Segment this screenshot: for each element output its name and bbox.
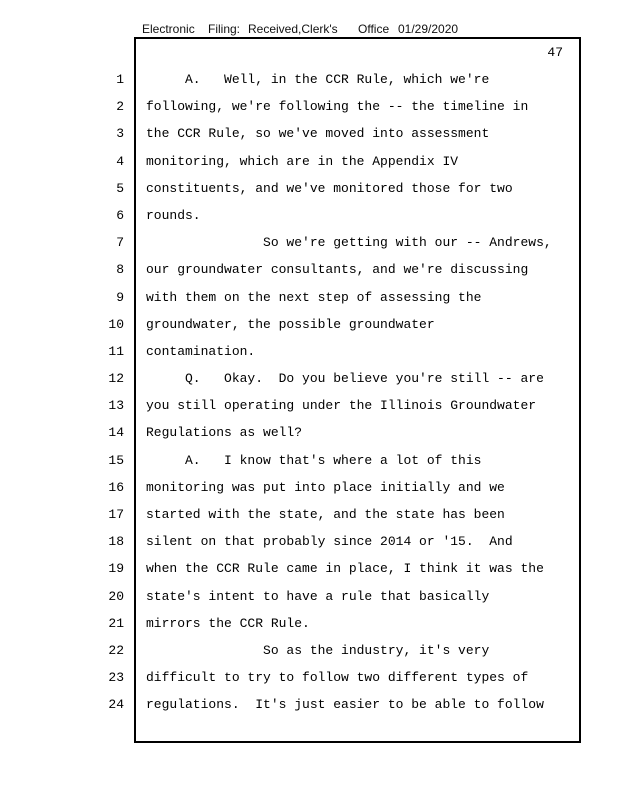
transcript-line: started with the state, and the state has been xyxy=(146,507,505,522)
transcript-line: with them on the next step of assessing the xyxy=(146,289,482,305)
line-number: 13 xyxy=(108,398,124,414)
line-number: 20 xyxy=(108,588,124,604)
line-number: 22 xyxy=(108,642,124,658)
line-number: 15 xyxy=(108,452,124,468)
line-number: 14 xyxy=(108,425,124,441)
transcript-line: So we're getting with our -- Andrews, xyxy=(146,235,552,251)
header-filing: Filing: xyxy=(208,22,241,36)
transcript-line: constituents, and we've monitored those for two xyxy=(146,180,513,196)
transcript-line: regulations. It's just easier to be able to follow xyxy=(146,697,544,713)
line-number: 8 xyxy=(116,262,124,278)
line-number: 4 xyxy=(116,153,124,169)
header-electronic: Electronic xyxy=(142,22,195,36)
transcript-line: state's intent to have a rule that basically xyxy=(146,588,490,604)
transcript-line: difficult to try to follow two different types of xyxy=(146,670,529,686)
transcript-line: following, we're following the -- the timeline in xyxy=(146,99,529,115)
transcript-line: A. I know that's where a lot of this xyxy=(146,452,482,468)
line-number: 18 xyxy=(108,534,124,550)
line-number: 2 xyxy=(116,99,124,115)
transcript-line: monitoring, which are in the Appendix IV xyxy=(146,153,459,169)
transcript-line: So as the industry, it's very xyxy=(146,642,490,658)
line-number: 16 xyxy=(108,479,124,495)
transcript-text xyxy=(146,70,576,723)
line-number: 6 xyxy=(116,207,124,223)
transcript-line: Regulations as well? xyxy=(146,425,303,441)
line-number: 24 xyxy=(108,697,124,713)
line-number: 23 xyxy=(108,670,124,686)
header-office: Office xyxy=(358,22,390,36)
page-number: 47 xyxy=(547,45,563,60)
transcript-line: contamination. xyxy=(146,343,256,359)
transcript-line: silent on that probably since 2014 or '15. And xyxy=(146,534,513,550)
transcript-line: mirrors the CCR Rule. xyxy=(146,615,310,631)
filing-stamp-header xyxy=(142,22,458,36)
transcript-line: Q. Okay. Do you believe you're still -- are xyxy=(146,371,544,387)
line-number: 10 xyxy=(108,316,124,332)
transcript-line: the CCR Rule, so we've moved into assessment xyxy=(146,126,490,142)
header-date: 01/29/2020 xyxy=(398,22,459,36)
line-number: 17 xyxy=(108,507,124,522)
transcript-line: A. Well, in the CCR Rule, which we're xyxy=(146,72,490,87)
transcript-line: rounds. xyxy=(146,207,201,223)
line-number: 21 xyxy=(108,615,124,631)
line-number-column xyxy=(104,70,124,723)
transcript-line: monitoring was put into place initially and we xyxy=(146,479,505,495)
line-number: 5 xyxy=(116,180,124,196)
line-number: 19 xyxy=(108,561,124,577)
transcript-line: when the CCR Rule came in place, I think it was the xyxy=(146,561,544,577)
line-number: 1 xyxy=(116,72,124,87)
line-number: 7 xyxy=(116,235,124,251)
line-number: 3 xyxy=(116,126,124,142)
transcript-line: you still operating under the Illinois Groundwater xyxy=(146,398,537,414)
header-received: Received,Clerk's xyxy=(248,22,338,36)
transcript-line: our groundwater consultants, and we're discussing xyxy=(146,262,529,278)
line-number: 9 xyxy=(116,289,124,305)
line-number: 11 xyxy=(108,343,124,359)
transcript-line: groundwater, the possible groundwater xyxy=(146,316,435,332)
line-number: 12 xyxy=(108,371,124,387)
